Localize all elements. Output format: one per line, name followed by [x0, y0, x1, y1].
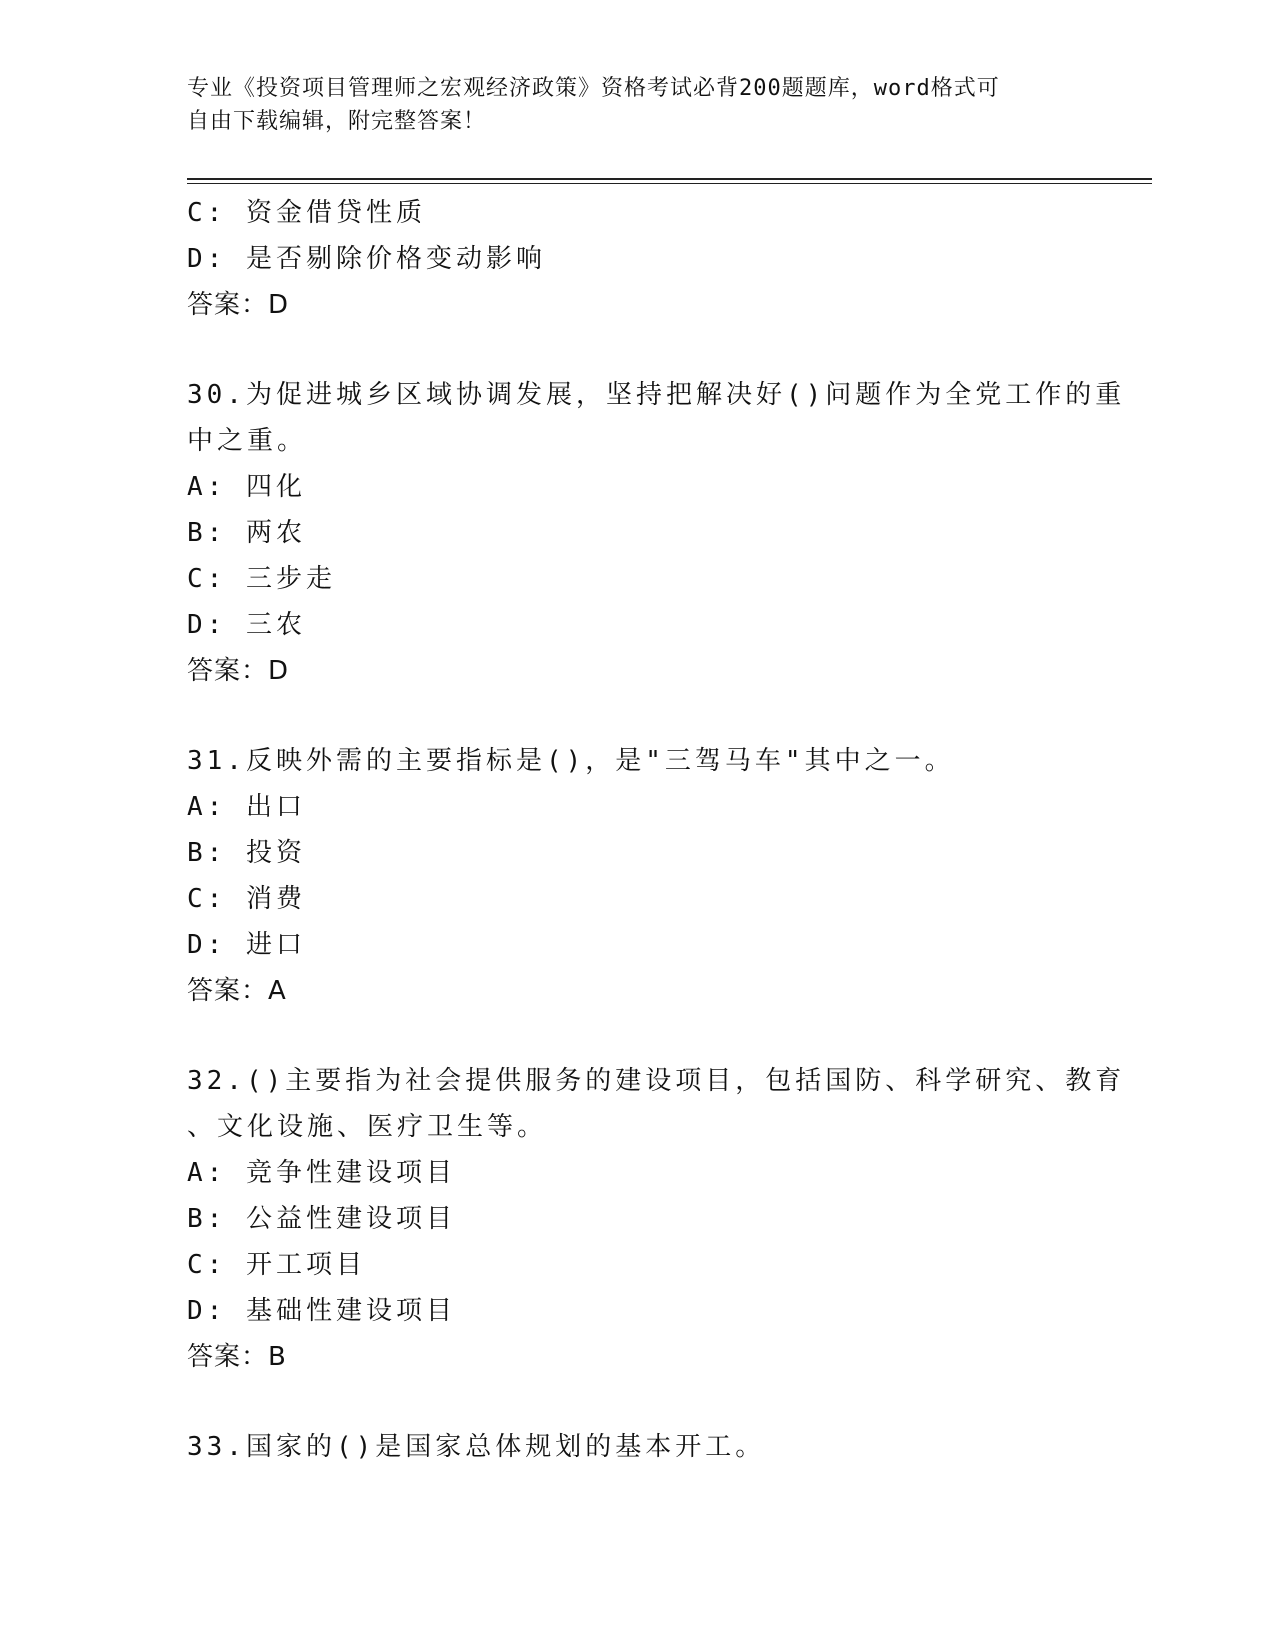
spacer	[187, 1014, 1087, 1058]
question-block-32	[187, 1058, 1126, 1380]
question-stem: 32.()主要指为社会提供服务的建设项目，包括国防、科学研究、教育	[187, 1066, 1126, 1096]
option-b: B: 公益性建设项目	[187, 1204, 456, 1234]
spacer	[187, 1380, 1087, 1424]
question-stem: 33.国家的()是国家总体规划的基本开工。	[187, 1432, 766, 1462]
question-list	[187, 190, 1126, 1470]
question-stem: 31.反映外需的主要指标是()，是"三驾马车"其中之一。	[187, 746, 955, 776]
answer-label: 答案：D	[187, 290, 290, 320]
question-block-prev	[187, 190, 1087, 328]
document-header	[187, 72, 1067, 138]
option-d: D: 是否剔除价格变动影响	[187, 244, 546, 274]
question-stem-continued: 中之重。	[187, 426, 308, 456]
option-c: C: 消费	[187, 884, 306, 914]
option-b: B: 投资	[187, 838, 306, 868]
option-c: C: 三步走	[187, 564, 336, 594]
option-a: A: 竞争性建设项目	[187, 1158, 456, 1188]
question-block-30	[187, 372, 1126, 694]
option-a: A: 出口	[187, 792, 306, 822]
header-divider-thin	[187, 183, 1152, 184]
option-d: D: 基础性建设项目	[187, 1296, 456, 1326]
option-d: D: 三农	[187, 610, 306, 640]
answer-label: 答案：D	[187, 656, 290, 686]
option-a: A: 四化	[187, 472, 306, 502]
question-block-31	[187, 738, 1087, 1014]
question-block-33	[187, 1424, 1087, 1470]
spacer	[187, 694, 1087, 738]
answer-label: 答案：B	[187, 1342, 287, 1372]
answer-label: 答案：A	[187, 976, 287, 1006]
question-stem: 30.为促进城乡区域协调发展，坚持把解决好()问题作为全党工作的重	[187, 380, 1126, 410]
header-divider-thick	[187, 178, 1152, 180]
option-b: B: 两农	[187, 518, 306, 548]
question-stem-continued: 、文化设施、医疗卫生等。	[187, 1112, 548, 1142]
option-d: D: 进口	[187, 930, 306, 960]
header-title-line-1: 专业《投资项目管理师之宏观经济政策》资格考试必背200题题库，word格式可	[187, 76, 1000, 101]
spacer	[187, 328, 1087, 372]
option-c: C: 资金借贷性质	[187, 198, 426, 228]
header-title-line-2: 自由下载编辑，附完整答案！	[187, 109, 487, 134]
option-c: C: 开工项目	[187, 1250, 366, 1280]
